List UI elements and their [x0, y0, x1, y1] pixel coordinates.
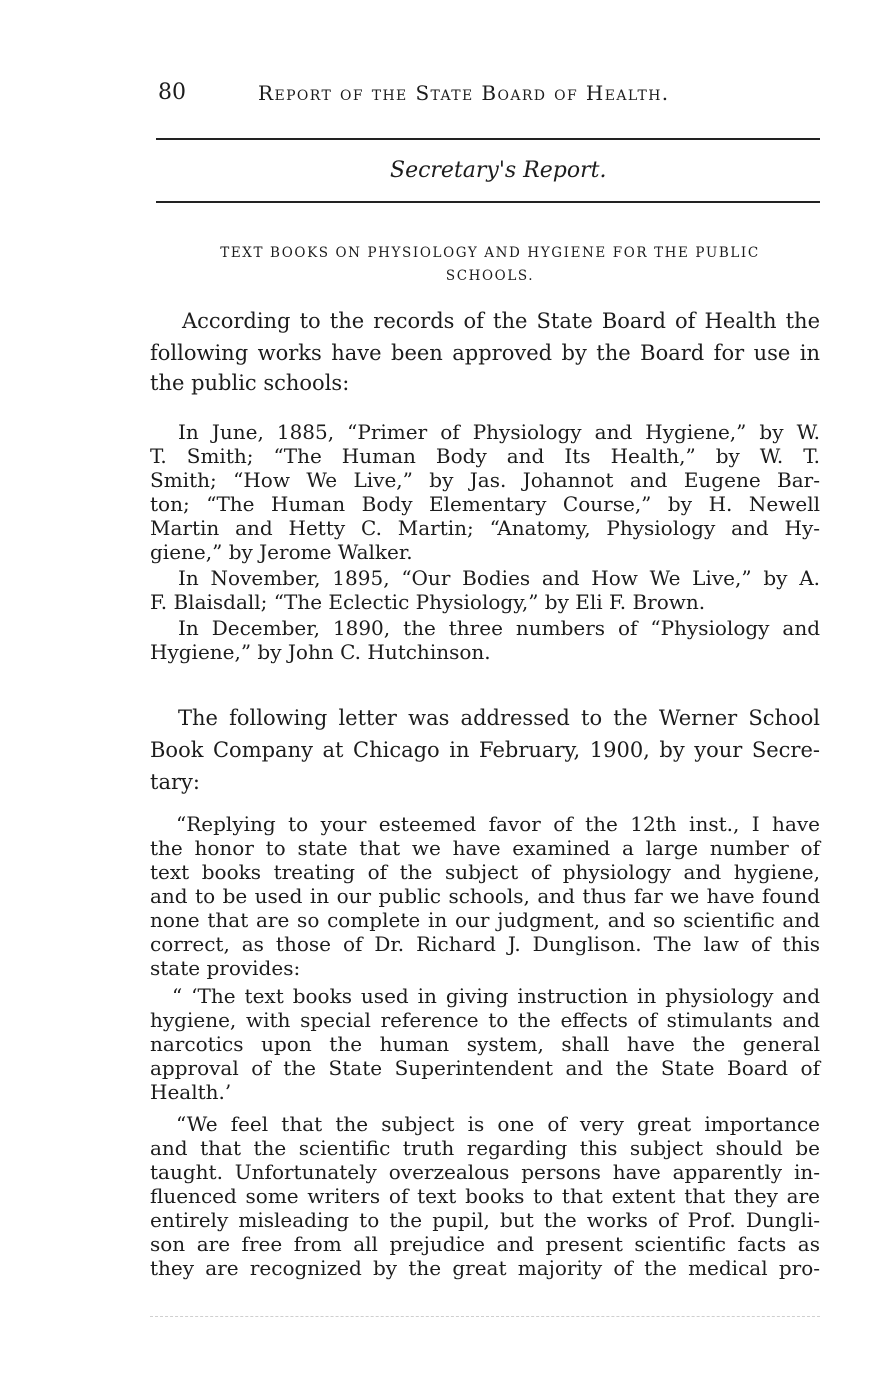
quoted-law-line: approval of the State Superintendent and the State Board of	[150, 1056, 820, 1080]
intro-line: the public schools:	[150, 371, 350, 395]
intro-line: According to the records of the State Board of Health the	[182, 309, 820, 333]
letter-line: state provides:	[150, 956, 301, 980]
approval-line: In November, 1895, “Our Bodies and How We Live,” by A.	[178, 566, 820, 590]
quoted-law-line: hygiene, with special reference to the effects of stimulants and	[150, 1008, 820, 1032]
letter-line: taught. Unfortunately overzealous persons have apparently in-	[150, 1160, 820, 1184]
quoted-law-line: “ ‘The text books used in giving instruction in physiology and	[172, 984, 820, 1008]
approval-line: F. Blaisdall; “The Eclectic Physiology,” by Eli F. Brown.	[150, 590, 706, 614]
page-number: 80	[158, 80, 186, 105]
bottom-print-marks	[150, 1316, 820, 1319]
quoted-law-line: Health.’	[150, 1080, 232, 1104]
approval-line: Martin and Hetty C. Martin; “Anatomy, Physiology and Hy-	[150, 516, 820, 540]
running-head: Report of the State Board of Health.	[258, 81, 670, 105]
letter-line: son are free from all prejudice and present scientific facts as	[150, 1232, 820, 1256]
letter-line: entirely misleading to the pupil, but the works of Prof. Dungli-	[150, 1208, 820, 1232]
approval-line: In December, 1890, the three numbers of “Physiology and	[178, 616, 820, 640]
approval-line: Smith; “How We Live,” by Jas. Johannot and Eugene Bar-	[150, 468, 820, 492]
intro-line: following works have been approved by the Board for use in	[150, 341, 820, 365]
letter-line: “Replying to your esteemed favor of the 12th inst., I have	[176, 812, 820, 836]
bottom-rule	[156, 201, 820, 203]
heading-line-2: SCHOOLS.	[445, 268, 535, 284]
letter-line: “We feel that the subject is one of very great importance	[176, 1112, 820, 1136]
approval-line: Hygiene,” by John C. Hutchinson.	[150, 640, 491, 664]
approval-line: T. Smith; “The Human Body and Its Health,” by W. T.	[150, 444, 820, 468]
approval-line: ton; “The Human Body Elementary Course,” by H. Newell	[150, 492, 820, 516]
heading-line-1: TEXT BOOKS ON PHYSIOLOGY AND HYGIENE FOR THE PUBLIC	[220, 245, 760, 261]
letter-intro-line: tary:	[150, 770, 200, 794]
letter-line: fluenced some writers of text books to that extent that they are	[150, 1184, 820, 1208]
letter-intro-line: Book Company at Chicago in February, 1900, by your Secre-	[150, 738, 820, 762]
letter-line: and to be used in our public schools, and thus far we have found	[150, 884, 820, 908]
top-rule	[156, 138, 820, 140]
letter-line: none that are so complete in our judgment, and so scientific and	[150, 908, 820, 932]
quoted-law-line: narcotics upon the human system, shall have the general	[150, 1032, 820, 1056]
letter-line: text books treating of the subject of physiology and hygiene,	[150, 860, 820, 884]
approval-line: giene,” by Jerome Walker.	[150, 540, 413, 564]
letter-line: correct, as those of Dr. Richard J. Dunglison. The law of this	[150, 932, 820, 956]
letter-line: the honor to state that we have examined a large number of	[150, 836, 820, 860]
approval-line: In June, 1885, “Primer of Physiology and Hygiene,” by W.	[178, 420, 820, 444]
letter-line: they are recognized by the great majority of the medical pro-	[150, 1256, 820, 1280]
section-title: Secretary's Report.	[390, 158, 607, 183]
letter-line: and that the scientific truth regarding this subject should be	[150, 1136, 820, 1160]
letter-intro-line: The following letter was addressed to the Werner School	[178, 706, 820, 730]
